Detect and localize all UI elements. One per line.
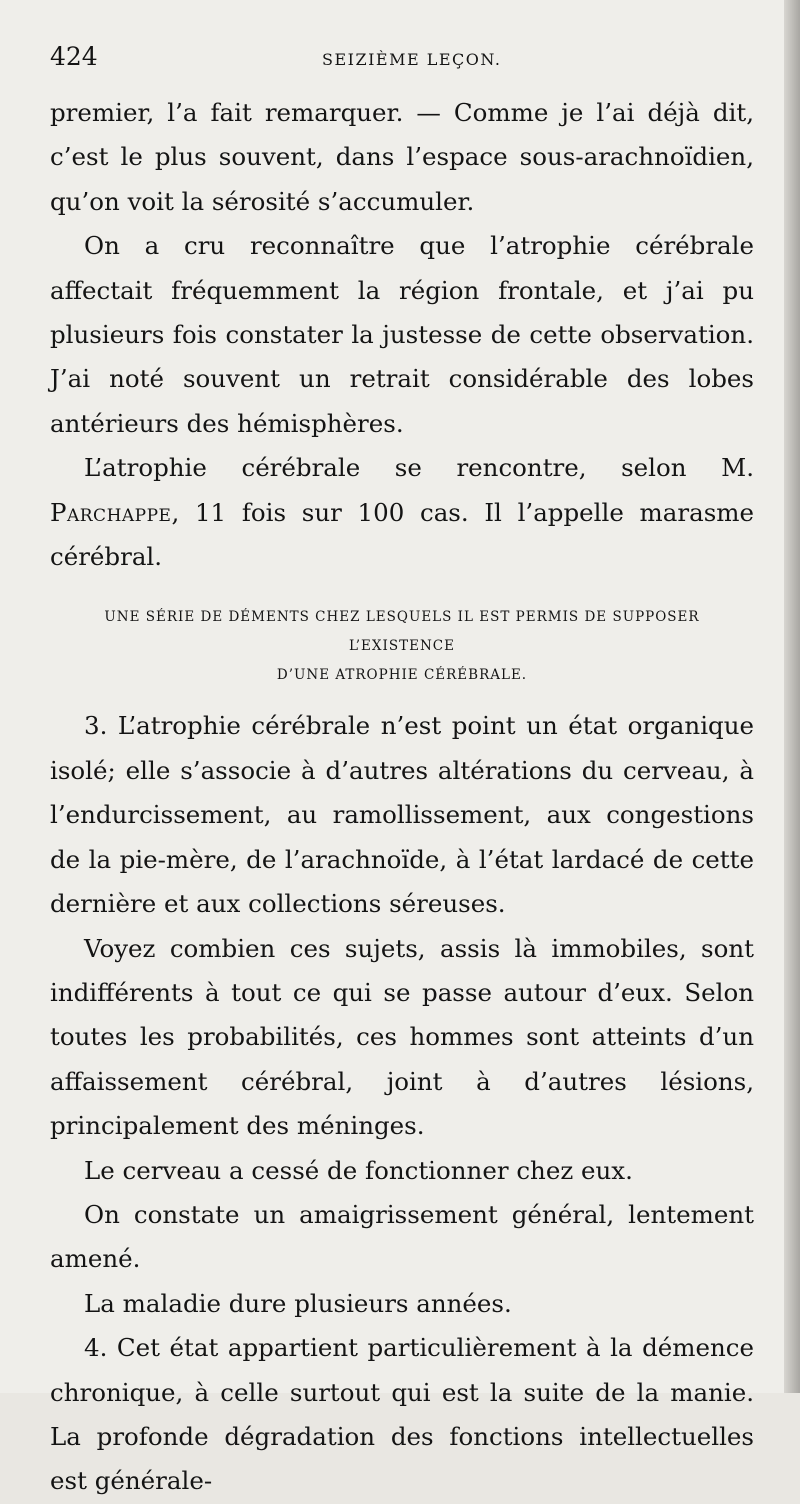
paragraph-parchappe <box>50 446 754 579</box>
paragraph-numbered-4: 4. Cet état appartient particulièrement à la démence chronique, à celle surtout qui est la suite de la manie. La profonde dégradation des fonctions intellectuelles est générale- <box>50 1333 754 1496</box>
page-edge-shadow <box>784 0 800 1393</box>
paragraph-duration: La maladie dure plusieurs années. <box>84 1288 512 1318</box>
paragraph-numbered-3: 3. L’atrophie cérébrale n’est point un état organique isolé; elle s’associe à d’autres altérations du cerveau, à l’endurcissement, au ramollissement, aux congestions de la pie-mère, de l’arachnoïde, à l’état lardacé de cette dernière et aux collections séreuses. <box>50 711 754 919</box>
running-head: SEIZIÈME LEÇON. <box>322 50 502 69</box>
section-heading-line-1: UNE SÉRIE DE DÉMENTS CHEZ LESQUELS IL EST PERMIS DE SUPPOSER L’EXISTENCE <box>104 609 700 655</box>
paragraph-brain-ceased: Le cerveau a cessé de fonctionner chez eux. <box>84 1155 633 1185</box>
body-text <box>50 91 754 1504</box>
section-heading-line-2: D’UNE ATROPHIE CÉRÉBRALE. <box>276 667 528 684</box>
parchappe-text-after: , 11 fois sur 100 cas. Il l’appelle marasme cérébral. <box>50 497 754 572</box>
author-name: Parchappe <box>50 497 172 527</box>
parchappe-text-before: L’atrophie cérébrale se rencontre, selon M. <box>84 453 754 483</box>
page-number: 424 <box>50 42 98 71</box>
page-header <box>50 42 754 82</box>
section-heading <box>50 603 754 690</box>
paragraph-frontal-atrophy: On a cru reconnaître que l’atrophie cérébrale affectait fréquemment la région frontale, et j’ai pu plusieurs fois constater la justesse de cette observation. J’ai noté souvent un retrait considérable des lobes antérieurs des hémisphères. <box>50 231 754 438</box>
paragraph-emaciation: On constate un amaigrissement général, lentement amené. <box>50 1199 754 1274</box>
paragraph-continuation: premier, l’a fait remarquer. — Comme je l’ai déjà dit, c’est le plus souvent, dans l’espace sous-arachnoïdien, qu’on voit la sérosité s’accumuler. <box>50 98 754 216</box>
paragraph-indifferent-subjects: Voyez combien ces sujets, assis là immobiles, sont indifférents à tout ce qui se passe autour d’eux. Selon toutes les probabilités, ces hommes sont atteints d’un affaissement cérébral, joint à d’autres lésions, principalement des méninges. <box>50 933 754 1141</box>
